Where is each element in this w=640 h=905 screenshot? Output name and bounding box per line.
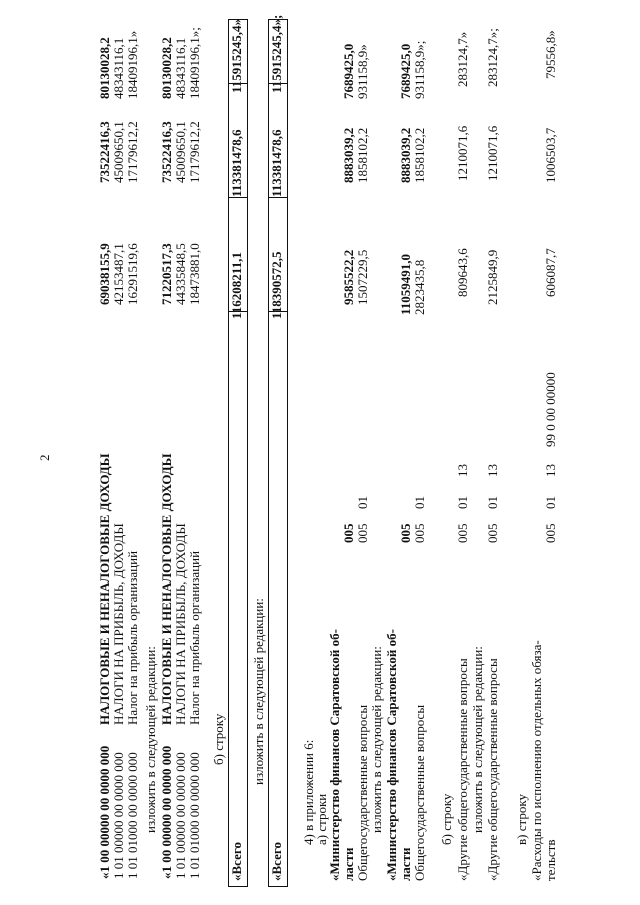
- row-name: НАЛОГИ НА ПРИБЫЛЬ, ДОХОДЫ: [173, 523, 188, 725]
- row-code: «1 00 00000 00 0000 000: [159, 745, 174, 879]
- expenses-target-article: 99 0 00 00000: [543, 372, 558, 447]
- column-divider: [269, 197, 287, 198]
- row-value-3: 48343116,1: [173, 37, 188, 99]
- subsection-heading: а) строки: [314, 793, 329, 845]
- row-value-3: 18409196,1»: [125, 30, 140, 99]
- other-questions-section: 01: [455, 496, 470, 509]
- expenses-subsection: 13: [543, 464, 558, 477]
- page-number: 2: [37, 454, 52, 461]
- total-label: «Всего: [269, 842, 284, 881]
- general-questions-section: 01: [355, 496, 370, 509]
- row-value-1: 2823435,8: [412, 259, 427, 315]
- row-value-3: 7689425,0: [398, 43, 413, 99]
- row-value-2: 1858102,2: [412, 127, 427, 183]
- total-value-3: 115915245,4»;: [269, 14, 284, 93]
- other-questions-subsection: 13: [485, 464, 500, 477]
- row-value-2: 73522416,3: [97, 121, 112, 183]
- section-heading: б) строку: [211, 713, 226, 765]
- row-code: 1 01 01000 00 0000 000: [125, 752, 140, 879]
- row-value-2: 45009650,1: [111, 121, 126, 183]
- row-value-1: 606087,7: [543, 248, 558, 297]
- row-value-2: 8883039,2: [341, 127, 356, 183]
- row-value-1: 809643,6: [455, 248, 470, 297]
- row-code: 1 01 01000 00 0000 000: [187, 752, 202, 879]
- other-questions-code: 005: [455, 523, 470, 543]
- row-value-2: 45009650,1: [173, 121, 188, 183]
- row-value-1: 9585522,2: [341, 249, 356, 305]
- row-value-2: 1210071,6: [455, 125, 470, 181]
- row-value-1: 42153487,1: [111, 243, 126, 305]
- row-name: Налог на прибыль организаций: [187, 550, 202, 725]
- row-value-3: 48343116,1: [111, 37, 126, 99]
- row-code: 1 01 00000 00 0000 000: [173, 752, 188, 879]
- ministry-code: 005: [341, 523, 356, 543]
- row-value-1: 1507229,5: [355, 249, 370, 305]
- total-label: «Всего: [229, 842, 244, 881]
- row-value-3: 283124,7»: [455, 31, 470, 87]
- row-value-1: 2125849,9: [485, 249, 500, 305]
- row-value-2: 73522416,3: [159, 121, 174, 183]
- expenses-name: «Расходы по исполнению отдельных обяза-: [529, 640, 544, 881]
- row-name: НАЛОГИ НА ПРИБЫЛЬ, ДОХОДЫ: [111, 523, 126, 725]
- row-value-3: 7689425,0: [341, 43, 356, 99]
- row-name: Налог на прибыль организаций: [125, 550, 140, 725]
- ministry-code: 005: [398, 523, 413, 543]
- row-value-3: 18409196,1»;: [187, 27, 202, 99]
- column-divider: [229, 197, 247, 198]
- instruction-text: изложить в следующей редакции:: [143, 646, 158, 833]
- row-value-1: 71220517,3: [159, 243, 174, 305]
- other-questions-name: «Другие общегосударственные вопросы: [485, 658, 500, 881]
- ministry-name: «Министерство финансов Саратовской об-: [384, 629, 399, 881]
- general-questions-code: 005: [412, 523, 427, 543]
- total-value-3: 115915245,4»: [229, 18, 244, 93]
- ministry-name: «Министерство финансов Саратовской об-: [327, 629, 342, 881]
- other-questions-section: 01: [485, 496, 500, 509]
- other-questions-subsection: 13: [455, 464, 470, 477]
- instruction-text: изложить в следующей редакции:: [470, 646, 485, 833]
- row-code: 1 01 00000 00 0000 000: [111, 752, 126, 879]
- section-heading: 4) в приложении 6:: [301, 739, 316, 845]
- row-value-3: 283124,7»;: [485, 28, 500, 87]
- general-questions-name: Общегосударственные вопросы: [412, 704, 427, 881]
- general-questions-code: 005: [355, 523, 370, 543]
- row-code: «1 00 00000 00 0000 000: [97, 745, 112, 879]
- row-value-3: 79556,8»: [543, 30, 558, 79]
- row-value-1: 69038155,9: [97, 243, 112, 305]
- total-value-2: 113381478,6: [269, 129, 284, 197]
- total-value-2: 113381478,6: [229, 129, 244, 197]
- ministry-name-cont: ласти: [341, 847, 356, 881]
- row-value-1: 44335848,5: [173, 243, 188, 305]
- subsection-heading: в) строку: [514, 794, 529, 845]
- general-questions-section: 01: [412, 496, 427, 509]
- row-value-3: 80130028,2: [97, 37, 112, 99]
- subsection-heading: б) строку: [439, 793, 454, 845]
- other-questions-code: 005: [485, 523, 500, 543]
- row-value-2: 1210071,6: [485, 125, 500, 181]
- row-value-2: 8883039,2: [398, 127, 413, 183]
- row-value-2: 1858102,2: [355, 127, 370, 183]
- ministry-name-cont: ласти: [398, 847, 413, 881]
- row-name: НАЛОГОВЫЕ И НЕНАЛОГОВЫЕ ДОХОДЫ: [97, 453, 112, 725]
- row-value-3: 931158,9»;: [412, 40, 427, 99]
- row-value-1: 16291519,6: [125, 243, 140, 305]
- row-value-2: 1006503,7: [543, 127, 558, 183]
- expenses-code: 005: [543, 523, 558, 543]
- expenses-name-cont: тельств: [543, 839, 558, 881]
- row-value-2: 17179612,2: [187, 121, 202, 183]
- row-value-1: 11059491,0: [398, 253, 413, 315]
- total-value-1: 116208211,1: [229, 252, 244, 319]
- row-value-2: 17179612,2: [125, 121, 140, 183]
- instruction-text: изложить в следующей редакции:: [369, 646, 384, 833]
- row-value-3: 80130028,2: [159, 37, 174, 99]
- expenses-section: 01: [543, 496, 558, 509]
- row-name: НАЛОГОВЫЕ И НЕНАЛОГОВЫЕ ДОХОДЫ: [159, 453, 174, 725]
- row-value-1: 18473881,0: [187, 243, 202, 305]
- row-value-3: 931158,9»: [355, 44, 370, 99]
- other-questions-name: «Другие общегосударственные вопросы: [455, 658, 470, 881]
- general-questions-name: Общегосударственные вопросы: [355, 704, 370, 881]
- instruction-text: изложить в следующей редакции:: [251, 598, 266, 785]
- total-value-1: 118390572,5: [269, 251, 284, 319]
